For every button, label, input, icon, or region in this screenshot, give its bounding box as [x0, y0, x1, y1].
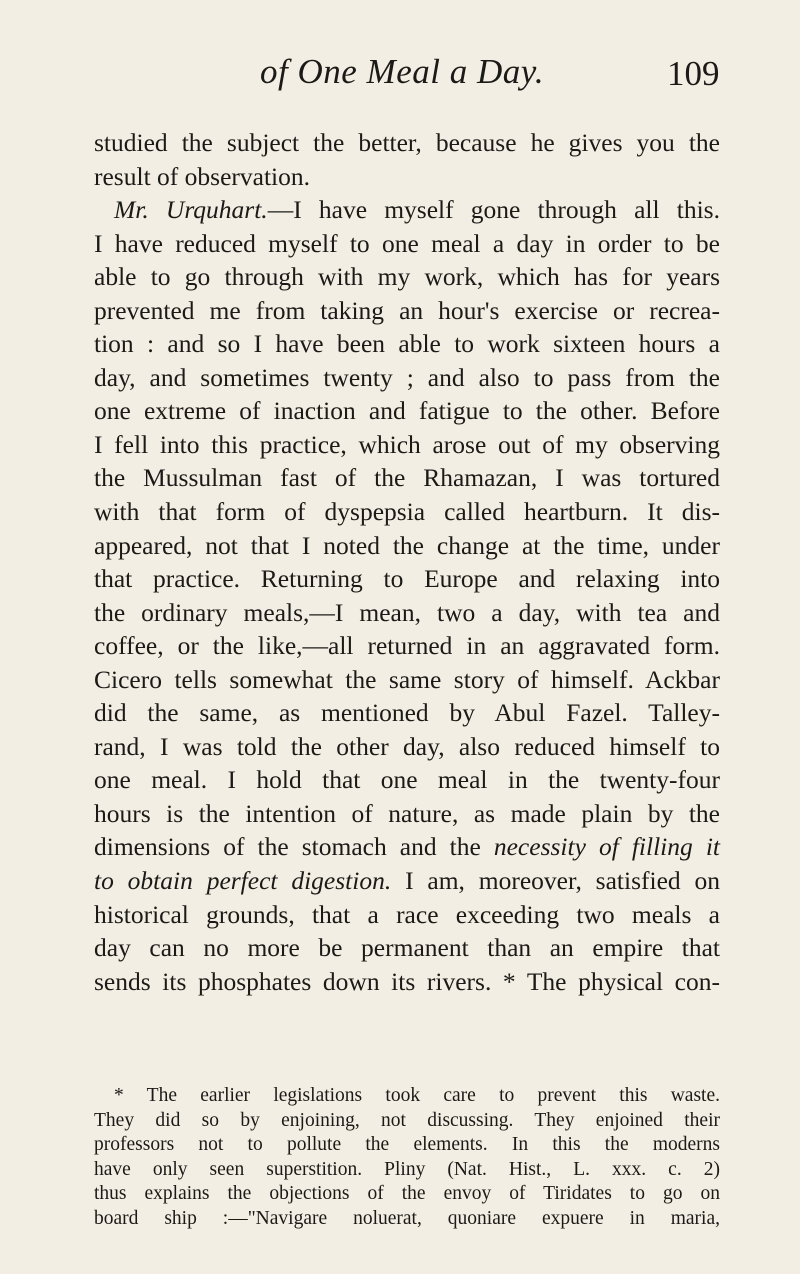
body-text	[94, 126, 720, 998]
text-line: studied the subject the better, because he gives you the	[94, 128, 720, 157]
text-line: that practice. Returning to Europe and relaxing into	[94, 564, 720, 594]
text-line: Cicero tells somewhat the same story of himself. Ackbar	[94, 664, 720, 694]
text-line: did the same, as mentioned by Abul Fazel. Talley-	[94, 698, 720, 728]
footnote-line: * The earlier legislations took care to prevent this waste.	[114, 1085, 720, 1106]
text-line: the Mussulman fast of the Rhamazan, I was tortured	[94, 463, 720, 493]
page-number: 109	[667, 54, 720, 93]
text-line: day, and sometimes twenty ; and also to pass from the	[94, 362, 720, 392]
text-line: I fell into this practice, which arose out of my observing	[94, 429, 720, 459]
text-line: prevented me from taking an hour's exercise or recrea-	[94, 295, 720, 325]
text-line: I have reduced myself to one meal a day in order to be	[94, 228, 720, 258]
text-line: appeared, not that I noted the change at the time, under	[94, 530, 720, 560]
emphasis-text: to obtain perfect digestion.	[94, 866, 392, 896]
text-line: the ordinary meals,—I mean, two a day, with tea and	[94, 597, 720, 627]
text-line: day can no more be permanent than an empire that	[94, 933, 720, 963]
footnote-line: have only seen superstition. Pliny (Nat. Hist., L. xxx. c. 2)	[94, 1158, 720, 1180]
footnote-line: professors not to pollute the elements. In this the moderns	[94, 1134, 720, 1156]
text-line: one meal. I hold that one meal in the twenty-four	[94, 765, 720, 795]
emphasis-text: necessity of filling it	[493, 832, 720, 862]
text-line: rand, I was told the other day, also reduced himself to	[94, 731, 720, 761]
text-line	[94, 864, 720, 898]
text-fragment: I am, moreover, satisfied on	[391, 866, 720, 896]
text-line: historical grounds, that a race exceeding two meals a	[94, 899, 720, 929]
text-line: coffee, or the like,—all returned in an aggravated form.	[94, 631, 720, 661]
text-line: with that form of dyspepsia called heartburn. It dis-	[94, 497, 720, 527]
running-title: of One Meal a Day.	[260, 52, 545, 91]
footnote-line: board ship :—"Navigare noluerat, quoniare expuere in maria,	[94, 1207, 720, 1229]
text-line	[94, 193, 720, 227]
footnote-line: They did so by enjoining, not discussing. They enjoined their	[94, 1109, 720, 1131]
text-line: one extreme of inaction and fatigue to the other. Before	[94, 396, 720, 426]
text-line: hours is the intention of nature, as made plain by the	[94, 798, 720, 828]
speaker-name: Mr. Urquhart.	[114, 195, 268, 225]
text-line: able to go through with my work, which has for years	[94, 262, 720, 292]
running-header	[0, 52, 800, 102]
text-fragment: —I have myself gone through all this.	[267, 195, 720, 225]
text-line: result of observation.	[94, 161, 310, 191]
text-line: sends its phosphates down its rivers. * The physical con-	[94, 966, 720, 996]
text-line	[94, 830, 720, 864]
text-line: tion : and so I have been able to work sixteen hours a	[94, 329, 720, 359]
footnote	[94, 1084, 720, 1232]
text-fragment: dimensions of the stomach and the	[94, 832, 494, 862]
footnote-line: thus explains the objections of the envoy of Tiridates to go on	[94, 1183, 720, 1205]
